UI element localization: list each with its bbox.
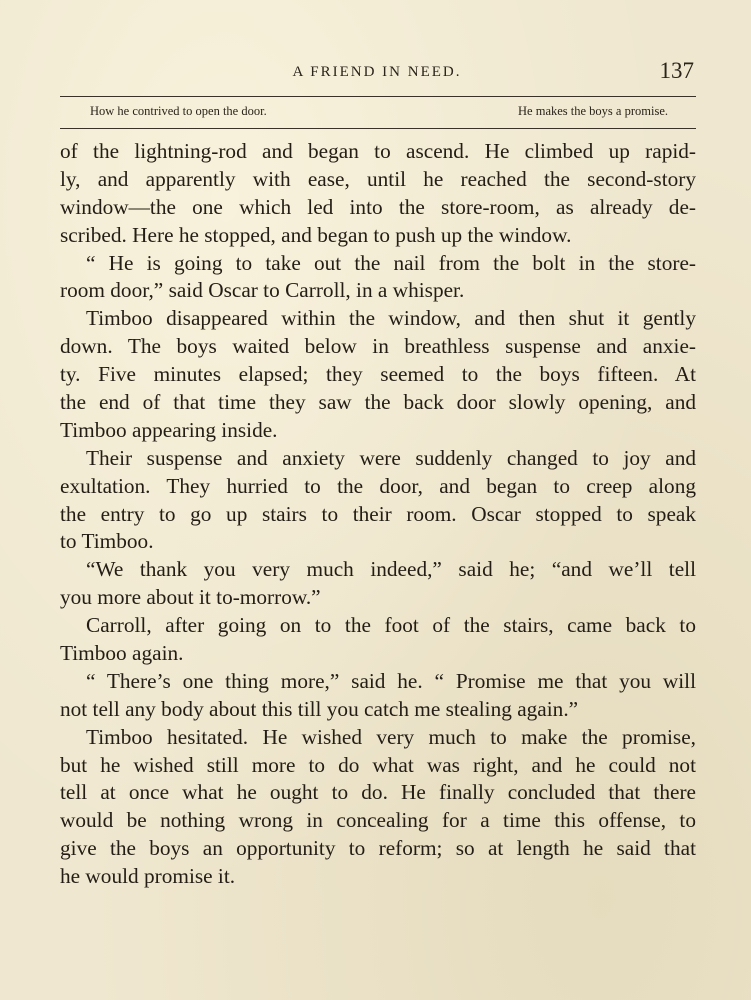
text-line: “We thank you very much indeed,” said he; “and we’ll tell [86, 557, 696, 582]
text-line: down. The boys waited below in breathless suspense and anxie- [60, 334, 696, 359]
text-line: ly, and apparently with ease, until he reached the second-story [60, 166, 696, 191]
running-head [60, 58, 694, 88]
text-line: the entry to go up stairs to their room. Oscar stopped to speak [60, 501, 696, 526]
text-line: the end of that time they saw the back door slowly opening, and [60, 390, 696, 415]
text-line: tell at once what he ought to do. He finally concluded that there [60, 780, 696, 805]
text-line: but he wished still more to do what was right, and he could not [60, 752, 696, 777]
text-line: window—the one which led into the store-room, as already de- [60, 194, 696, 219]
sidenote-left: How he contrived to open the door. [90, 104, 267, 118]
header-rule-top [60, 96, 696, 97]
text-line: Timboo again. [60, 641, 184, 666]
text-line: Carroll, after going on to the foot of the stairs, came back to [86, 613, 696, 638]
text-line: he would promise it. [60, 864, 236, 889]
text-line: would be nothing wrong in concealing for a time this offense, to [60, 808, 696, 833]
text-line: Their suspense and anxiety were suddenly changed to joy and [86, 445, 696, 470]
text-line: to Timboo. [60, 529, 154, 554]
body-text [60, 138, 696, 891]
text-line: Timboo disappeared within the window, and then shut it gently [86, 306, 696, 331]
text-line: Timboo hesitated. He wished very much to make the promise, [86, 724, 696, 749]
text-line: of the lightning-rod and began to ascend. He climbed up rapid- [60, 139, 696, 163]
text-line: not tell any body about this till you catch me stealing again.” [60, 696, 579, 721]
header-rule-bottom [60, 128, 696, 129]
text-line: ty. Five minutes elapsed; they seemed to the boys fifteen. At [60, 362, 696, 387]
text-line: give the boys an opportunity to reform; so at length he said that [60, 836, 696, 861]
text-line: scribed. Here he stopped, and began to push up the window. [60, 222, 572, 247]
marginal-notes [60, 104, 696, 124]
text-line: room door,” said Oscar to Carroll, in a whisper. [60, 278, 465, 303]
text-line: “ There’s one thing more,” said he. “ Promise me that you will [86, 668, 696, 693]
text-line: “ He is going to take out the nail from the bolt in the store- [86, 250, 696, 275]
text-line: exultation. They hurried to the door, and began to creep along [60, 473, 696, 498]
sidenote-right: He makes the boys a promise. [518, 104, 668, 118]
chapter-title: A FRIEND IN NEED. [292, 64, 462, 80]
text-line: you more about it to-morrow.” [60, 585, 321, 610]
page-number: 137 [659, 58, 694, 83]
text-line: Timboo appearing inside. [60, 417, 278, 442]
